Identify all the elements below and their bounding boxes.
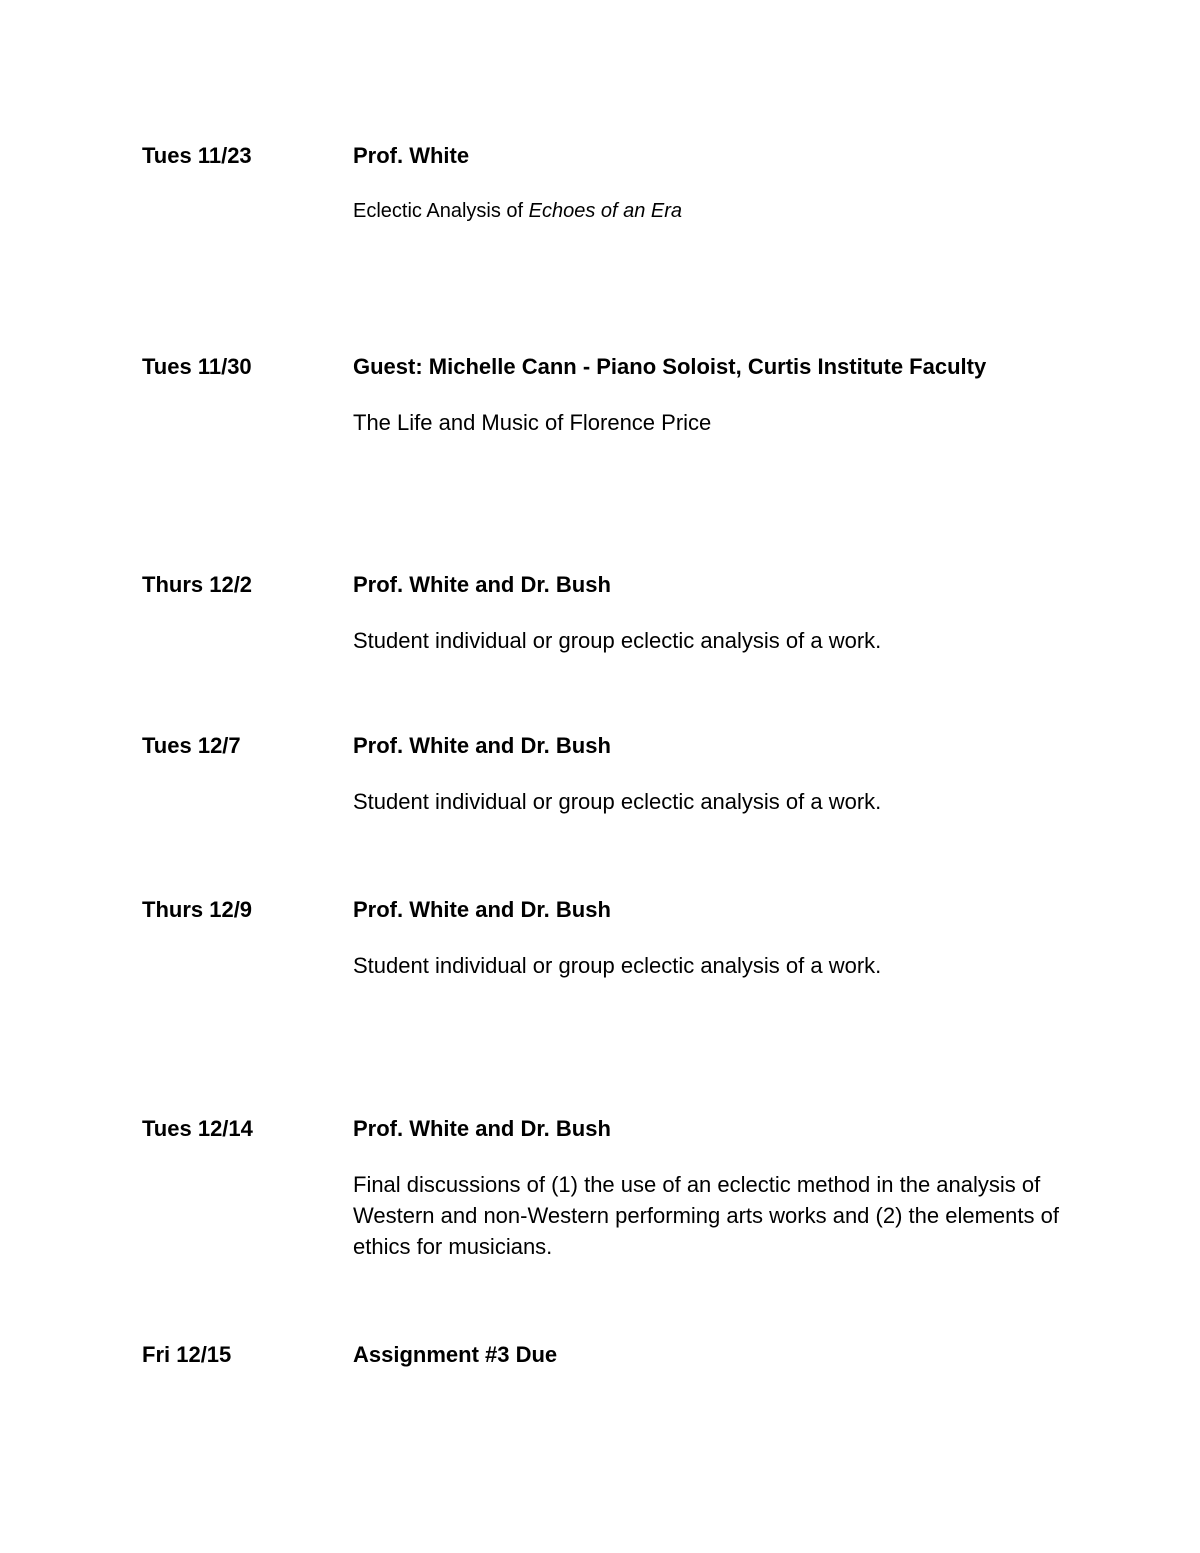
entry-title: Prof. White and Dr. Bush: [353, 572, 611, 597]
entry-description-text: Eclectic Analysis of: [353, 200, 529, 222]
entry-title: Prof. White and Dr. Bush: [353, 897, 611, 922]
entry-title: Prof. White: [353, 143, 470, 168]
entry-date: Tues 12/14: [142, 1116, 253, 1141]
entry-description: Student individual or group eclectic analysis of a work.: [353, 628, 882, 653]
entry-title: Assignment #3 Due: [353, 1342, 558, 1367]
entry-date: Tues 11/30: [142, 354, 252, 379]
entry-description: [353, 196, 1073, 227]
entry-date: Tues 12/7: [142, 733, 241, 758]
entry-description: Student individual or group eclectic analysis of a work.: [353, 789, 882, 814]
entry-date: Thurs 12/2: [142, 572, 253, 597]
entry-description: Final discussions of (1) the use of an eclectic method in the analysis of Western and non-Western performing arts works and (2) the elements of ethics for musicians.: [353, 1172, 1059, 1259]
entry-date: Tues 11/23: [142, 143, 252, 168]
entry-title: Prof. White and Dr. Bush: [353, 1116, 611, 1141]
entry-date: Thurs 12/9: [142, 897, 253, 922]
entry-description: Student individual or group eclectic analysis of a work.: [353, 953, 882, 978]
entry-description: The Life and Music of Florence Price: [353, 410, 712, 435]
entry-title: Prof. White and Dr. Bush: [353, 733, 611, 758]
entry-description-work-title: Echoes of an Era: [528, 200, 683, 222]
entry-title: Guest: Michelle Cann - Piano Soloist, Curtis Institute Faculty: [353, 354, 987, 379]
entry-date: Fri 12/15: [142, 1342, 232, 1367]
